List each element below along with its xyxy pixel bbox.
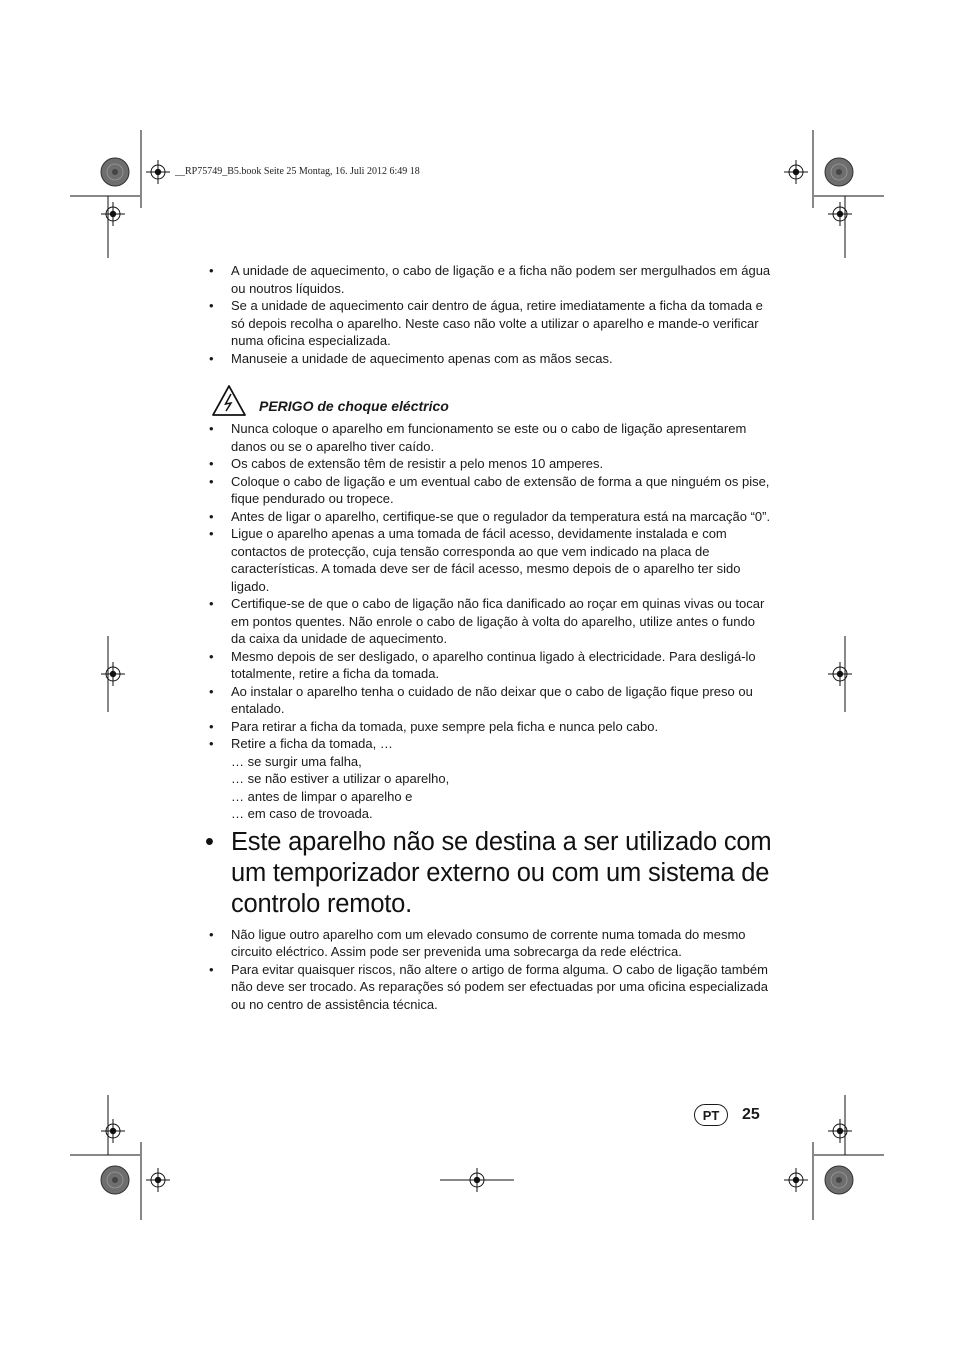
list-item: • Não ligue outro aparelho com um elevado consumo de corrente numa tomada do mesmo circuito eléctrico. Assim pode ser prevenida uma sobrecarga da rede eléctrica. [205, 926, 772, 961]
list-item: • Certifique-se de que o cabo de ligação não fica danificado ao roçar em quinas vivas ou tocar em pontos quentes. Não enrole o cabo de ligação à volta do aparelho, utilize antes o fundo da caixa da unidade de aquecimento. [205, 595, 772, 648]
warning-title: PERIGO de choque eléctrico [259, 398, 449, 414]
main-content [205, 262, 772, 1013]
list-item: • Para evitar quaisquer riscos, não altere o artigo de forma alguma. O cabo de ligação também não deve ser trocado. As reparações só podem ser efectuadas por uma oficina especializada ou no centro de assistência técnica. [205, 961, 772, 1014]
danger-list [205, 420, 772, 753]
list-item: • Coloque o cabo de ligação e um eventual cabo de extensão de forma a que ninguém os pise, fique pendurado ou tropece. [205, 473, 772, 508]
large-note-bullet: • [205, 827, 214, 856]
sub-item: … antes de limpar o aparelho e [231, 788, 413, 804]
list-item: • Se a unidade de aquecimento cair dentro de água, retire imediatamente a ficha da tomada e só depois recolha o aparelho. Neste caso não volte a utilizar o aparelho e mande-o verificar numa oficina especializada. [205, 297, 772, 350]
language-badge: PT [694, 1104, 728, 1126]
warning-heading [205, 384, 772, 420]
sub-item: … em caso de trovoada. [231, 806, 373, 821]
large-note [205, 827, 772, 920]
final-list [205, 926, 772, 1014]
sub-list [205, 753, 772, 823]
sub-item: … se surgir uma falha, [231, 753, 362, 769]
page-footer [694, 1104, 760, 1126]
print-header-line: __RP75749_B5.book Seite 25 Montag, 16. Juli 2012 6:49 18 [175, 166, 420, 177]
list-item: • Manuseie a unidade de aquecimento apenas com as mãos secas. [205, 350, 772, 368]
list-item: • Antes de ligar o aparelho, certifique-se que o regulador da temperatura está na marcação “0”. [205, 508, 772, 526]
list-item: • A unidade de aquecimento, o cabo de ligação e a ficha não podem ser mergulhados em água ou noutros líquidos. [205, 262, 772, 297]
list-item: • Os cabos de extensão têm de resistir a pelo menos 10 amperes. [205, 455, 772, 473]
list-item: • Ligue o aparelho apenas a uma tomada de fácil acesso, devidamente instalada e com contactos de protecção, cuja tensão corresponda ao que vem indicado na placa de características. A tomada deve ser de fácil acesso, mesmo depois de o aparelho ter sido ligado. [205, 525, 772, 595]
list-item: • Nunca coloque o aparelho em funcionamento se este ou o cabo de ligação apresentarem danos ou se o aparelho tiver caído. [205, 420, 772, 455]
list-item: • Mesmo depois de ser desligado, o aparelho continua ligado à electricidade. Para desligá-lo totalmente, retire a ficha da tomada. [205, 648, 772, 683]
list-item: • Ao instalar o aparelho tenha o cuidado de não deixar que o cabo de ligação fique preso ou entalado. [205, 683, 772, 718]
sub-item: … se não estiver a utilizar o aparelho, [231, 771, 450, 786]
large-note-text: Este aparelho não se destina a ser utilizado com um temporizador externo ou com um sistema de controlo remoto. [231, 827, 772, 918]
warning-triangle-lightning-icon [211, 384, 247, 418]
page-number: 25 [742, 1106, 760, 1123]
list-item: • Para retirar a ficha da tomada, puxe sempre pela ficha e nunca pelo cabo. [205, 718, 772, 736]
intro-list [205, 262, 772, 367]
list-item: • Retire a ficha da tomada, … [205, 735, 772, 753]
